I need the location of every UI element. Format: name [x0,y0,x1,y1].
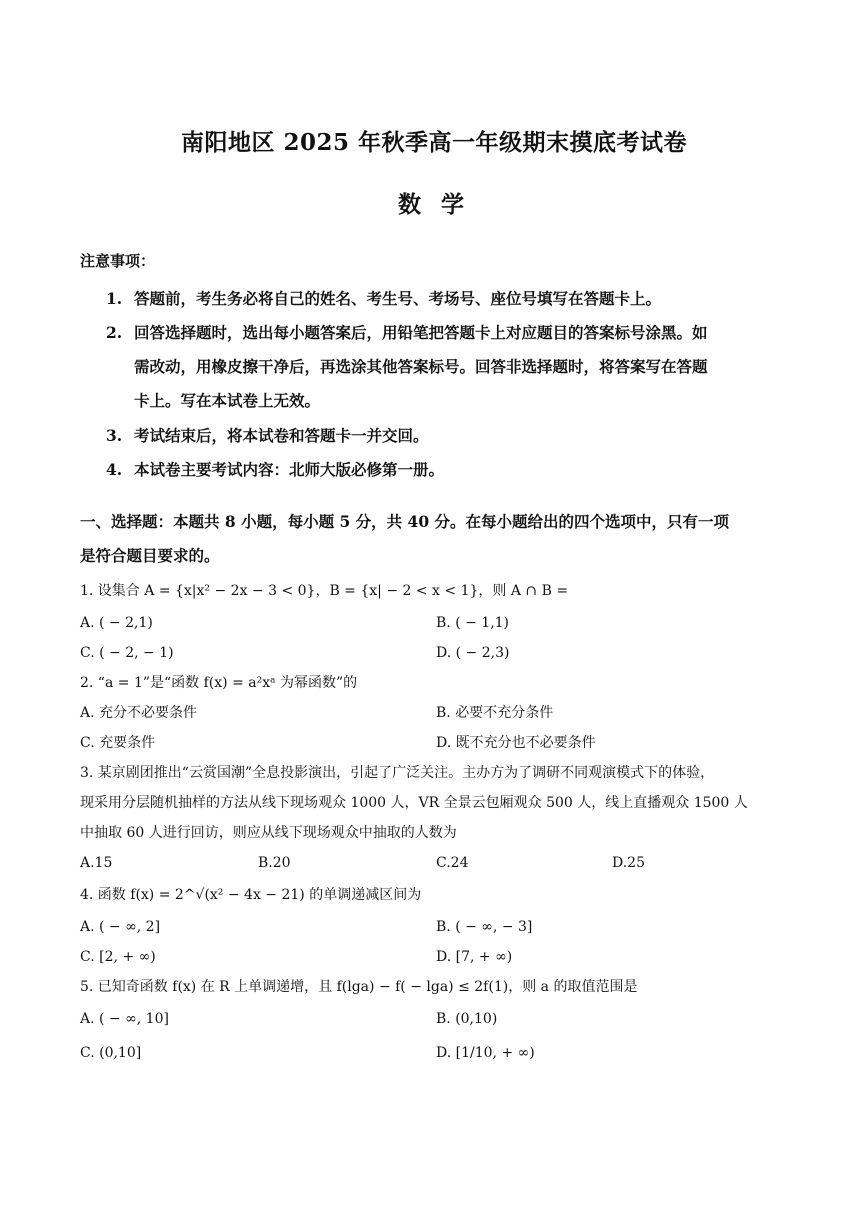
question-2-option-b: B. 必要不充分条件 [436,705,554,721]
section-heading-line: 是符合题目要求的。 [80,546,220,565]
section-heading-line: 一、选择题：本题共 8 小题，每小题 5 分，共 40 分。在每小题给出的四个选项中，只有一项 [80,512,730,531]
notice-item-text: 卡上。写在本试卷上无效。 [134,391,321,410]
question-4-option-b: B. ( − ∞, − 3] [436,919,533,935]
question-5-stem: 5. 已知奇函数 f(x) 在 R 上单调递增，且 f(lga) − f( − lga) ≤ 2f(1)，则 a 的取值范围是 [80,979,638,995]
question-2-stem: 2. “a = 1”是“函数 f(x) = a²xᵃ 为幂函数”的 [80,675,358,691]
notice-item-2 [106,316,796,418]
section-heading [80,505,800,573]
question-2-option-c: C. 充要条件 [80,735,156,751]
notice-item-text: 考试结束后，将本试卷和答题卡一并交回。 [134,426,429,445]
question-4-stem: 4. 函数 f(x) = 2^√(x² − 4x − 21) 的单调递减区间为 [80,887,422,903]
question-3-option-b: B.20 [258,855,291,871]
exam-title: 南阳地区 2025 年秋季高一年级期末摸底考试卷 [180,129,688,156]
question-3-option-a: A.15 [80,855,113,871]
notice-item-number: 3. [106,426,123,445]
question-1-option-b: B. ( − 1,1) [436,615,510,631]
notice-heading: 注意事项： [80,252,156,270]
subject-title: 数 学 [397,191,470,218]
question-1-stem: 1. 设集合 A = {x|x² − 2x − 3 < 0}，B = {x| − 2 < x < 1}，则 A ∩ B = [80,583,569,599]
question-4-option-c: C. [2, + ∞) [80,949,156,965]
notice-item-text: 答题前，考生务必将自己的姓名、考生号、考场号、座位号填写在答题卡上。 [134,289,662,308]
question-5-option-d: D. [1/10, + ∞) [436,1045,535,1061]
question-5-option-b: B. (0,10) [436,1011,498,1027]
question-5-option-a: A. ( − ∞, 10] [80,1011,169,1027]
notice-item-1 [106,282,796,316]
question-3-option-d: D.25 [612,855,645,871]
question-3-option-c: C.24 [436,855,469,871]
notice-item-text: 需改动，用橡皮擦干净后，再选涂其他答案标号。回答非选择题时，将答案写在答题 [134,357,708,376]
notice-item-number: 4. [106,460,123,479]
question-2-option-d: D. 既不充分也不必要条件 [436,735,596,751]
notice-item-text: 回答选择题时，选出每小题答案后，用铅笔把答题卡上对应题目的答案标号涂黑。如 [134,323,708,342]
question-2-option-a: A. 充分不必要条件 [80,705,198,721]
question-3-stem-line: 3. 某京剧团推出“云赏国潮”全息投影演出，引起了广泛关注。主办方为了调研不同观演模式下的体验， [80,765,715,781]
question-3-stem-line: 现采用分层随机抽样的方法从线下现场观众 1000 人，VR 全景云包厢观众 500 人，线上直播观众 1500 人 [80,795,748,811]
question-4-option-d: D. [7, + ∞) [436,949,513,965]
notice-item-number: 1. [106,289,123,308]
question-1-option-c: C. ( − 2, − 1) [80,645,174,661]
notice-item-text: 本试卷主要考试内容：北师大版必修第一册。 [134,460,445,479]
question-4-option-a: A. ( − ∞, 2] [80,919,161,935]
question-5-option-c: C. (0,10] [80,1045,142,1061]
notice-item-number: 2. [106,323,123,342]
question-1-option-d: D. ( − 2,3) [436,645,510,661]
question-1-option-a: A. ( − 2,1) [80,615,153,631]
notice-item-3 [106,419,796,453]
notice-item-4 [106,453,796,487]
question-3-stem-line: 中抽取 60 人进行回访，则应从线下现场观众中抽取的人数为 [80,825,457,841]
